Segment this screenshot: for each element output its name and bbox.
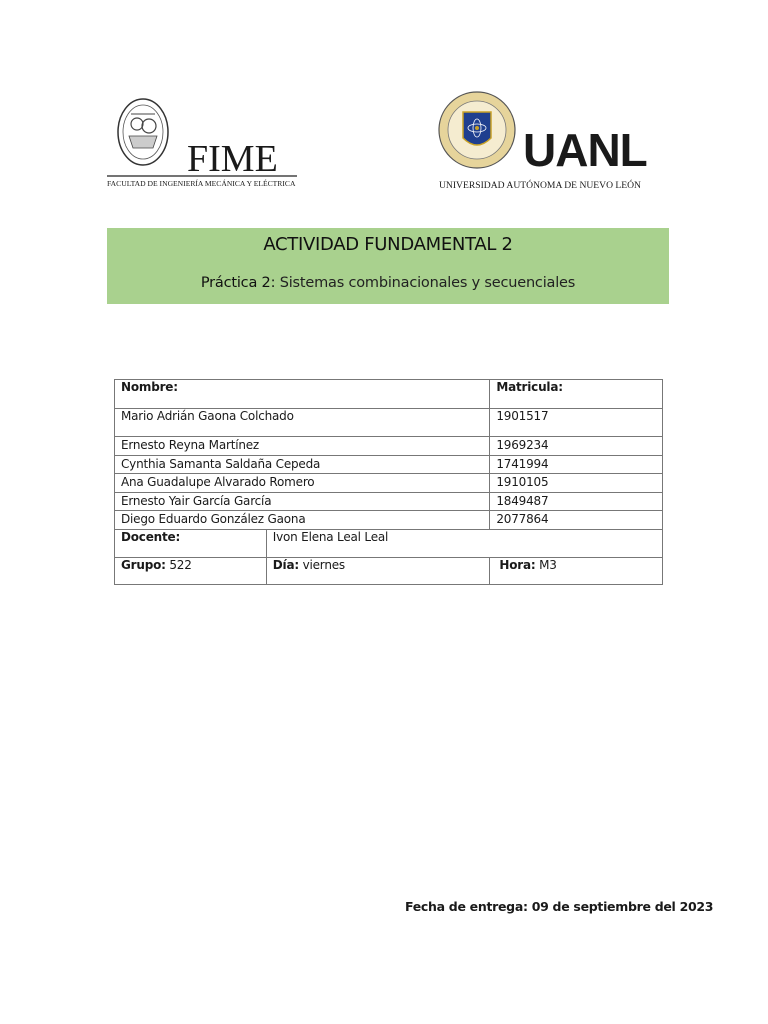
fime-seal-icon [118, 99, 168, 165]
practice-label: Práctica 2: [200, 275, 276, 291]
table-header-row [115, 380, 663, 409]
table-row [115, 455, 663, 474]
fime-caption: FACULTAD DE INGENIERÍA MECÁNICA Y ELÉCTRICA [107, 179, 296, 188]
student-name: Ernesto Reyna Martínez [115, 437, 490, 456]
student-id: 1849487 [490, 492, 663, 511]
student-id: 1969234 [490, 437, 663, 456]
grupo-value: 522 [169, 557, 192, 572]
fime-logo [107, 96, 299, 188]
dia-cell: Día: viernes [266, 557, 490, 584]
practice-name: Sistemas combinacionales y secuenciales [279, 275, 576, 291]
uanl-logo [437, 90, 663, 190]
id-header: Matricula: [490, 380, 663, 409]
student-id: 2077864 [490, 511, 663, 530]
docente-label: Docente: [115, 529, 267, 557]
fime-wordmark: FIME [187, 138, 278, 180]
student-name: Mario Adrián Gaona Colchado [115, 409, 490, 437]
student-name: Cynthia Samanta Saldaña Cepeda [115, 455, 490, 474]
student-id: 1901517 [490, 409, 663, 437]
name-header: Nombre: [115, 380, 490, 409]
table-row [115, 511, 663, 530]
practice-subtitle [107, 275, 669, 291]
dia-value: viernes [302, 557, 345, 572]
uanl-seal-icon [439, 92, 515, 168]
activity-title: ACTIVIDAD FUNDAMENTAL 2 [263, 234, 513, 255]
table-row [115, 437, 663, 456]
hora-cell: Hora: M3 [490, 557, 663, 584]
student-name: Ernesto Yair García García [115, 492, 490, 511]
uanl-caption: UNIVERSIDAD AUTÓNOMA DE NUEVO LEÓN [439, 180, 641, 190]
student-id: 1741994 [490, 455, 663, 474]
hora-value: M3 [539, 557, 557, 572]
uanl-wordmark: UANL [523, 124, 647, 176]
grupo-cell: Grupo: 522 [115, 557, 267, 584]
docente-value: Ivon Elena Leal Leal [266, 529, 662, 557]
delivery-date: Fecha de entrega: 09 de septiembre del 2023 [405, 899, 714, 914]
table-row [115, 474, 663, 493]
title-band [107, 228, 669, 304]
student-name: Diego Eduardo González Gaona [115, 511, 490, 530]
table-row [115, 492, 663, 511]
table-row [115, 409, 663, 437]
student-id: 1910105 [490, 474, 663, 493]
student-table [114, 379, 663, 585]
student-name: Ana Guadalupe Alvarado Romero [115, 474, 490, 493]
schedule-row [115, 557, 663, 584]
docente-row [115, 529, 663, 557]
